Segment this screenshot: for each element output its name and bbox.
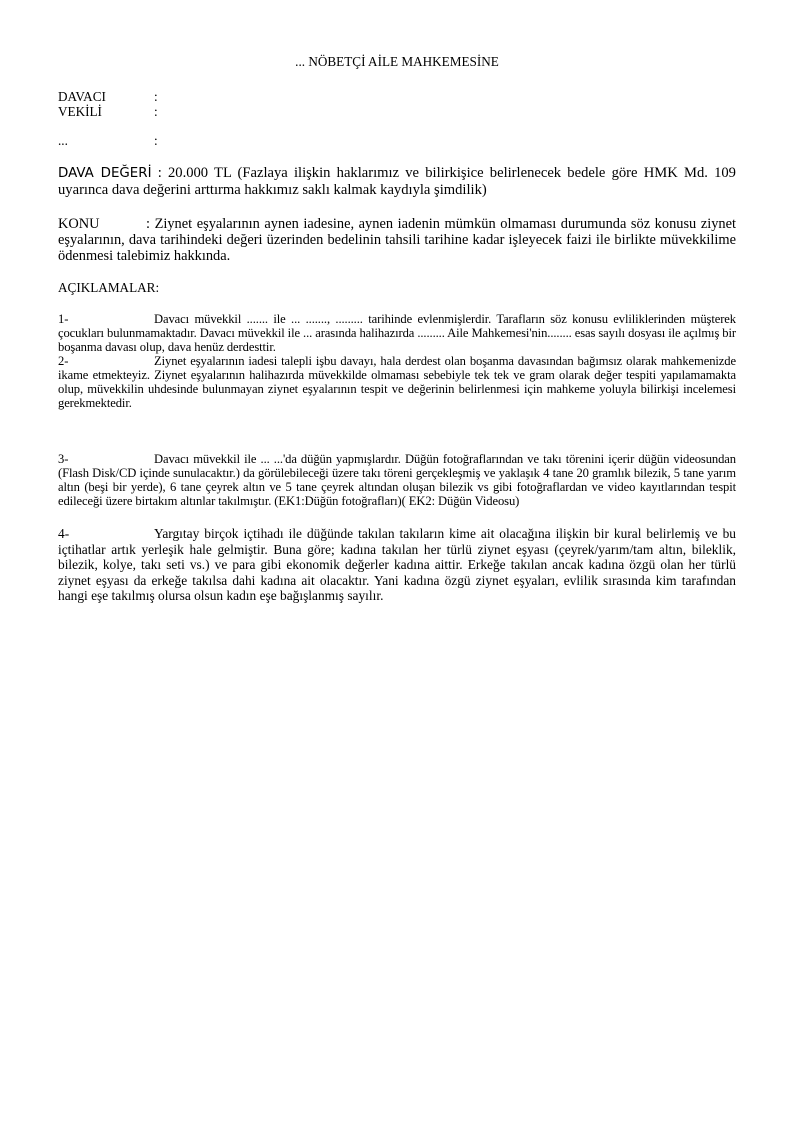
party-row-davaci bbox=[58, 89, 736, 104]
dava-degeri-label: DAVA DEĞERİ bbox=[58, 166, 152, 181]
paragraph-text: Ziynet eşyalarının iadesi talepli işbu davayı, hala derdest olan boşanma davasından bağımsız olarak mahkemenizde ikame etmekteyiz. Ziynet eşyalarının halihazırda müvekkilde olmaması sebebiyle tek tek ve gram olarak değer tespiti yapılamamakta olup, müvekkilin uhdesinde bulunmayan ziynet eşyalarının tespit ve değerinin belirlenmesi için mahkeme yoluyla bilirkişi incelemesi gerekmektedir. bbox=[58, 354, 736, 410]
dava-degeri-text: : 20.000 TL (Fazlaya ilişkin haklarımız ve bilirkişice belirlenecek bedele göre HMK Md. 109 uyarınca dava değerini arttırma hakkımız saklı kalmak kaydıyla şimdilik) bbox=[58, 165, 736, 198]
paragraph-2 bbox=[58, 354, 736, 410]
paragraph-text: Davacı müvekkil ile ... ...'da düğün yapmışlardır. Düğün fotoğraflarından ve takı törenini içerir düğün videosundan (Flash Disk/CD içinde sunulacaktır.) da görülebileceği üzere takı töreni gerçekleşmiş ve yaklaşık 4 tane 20 gramlık bilezik, 5 tane yarım altın (beşi bir yerde), 6 tane çeyrek altın ve 5 tane çeyrek altından oluşan bilezik vs gibi fotoğraflardan ve video kayıtlarından tespit edileceği üzere birtakım altınlar takılmıştır. (EK1:Düğün fotoğrafları)( EK2: Düğün Videosu) bbox=[58, 452, 736, 508]
konu-text: : Ziynet eşyalarının aynen iadesine, aynen iadenin mümkün olmaması durumunda söz konusu ziynet eşyalarının, dava tarihindeki değeri üzerinden bedelinin tahsili tarihine kadar işleyecek faizi ile birlikte müvekkilime ödenmesi talebimiz hakkında. bbox=[58, 216, 736, 264]
party-colon: : bbox=[154, 133, 158, 148]
konu bbox=[58, 216, 736, 264]
konu-label: KONU bbox=[58, 216, 100, 232]
party-colon: : bbox=[154, 104, 158, 119]
party-label: ... bbox=[58, 133, 68, 148]
paragraph-text: Davacı müvekkil ....... ile ... ......., ......... tarihinde evlenmişlerdir. Tarafların söz konusu evliliklerinden müşterek çocukları bulunmamaktadır. Davacı müvekkil ile ... arasında halihazırda ......... Aile Mahkemesi'nin........ esas sayılı dosyası ile açılmış bir boşanma davası olup, dava henüz derdesttir. bbox=[58, 312, 736, 354]
paragraph-number: 2- bbox=[58, 354, 69, 368]
paragraph-text: Yargıtay birçok içtihadı ile düğünde takılan takıların kime ait olacağına ilişkin bir kural belirlemiş ve bu içtihatlar artık yerleşik hale gelmiştir. Buna göre; kadına takılan her türlü ziynet eşyası (çeyrek/yarım/tam altın, bileklik, bilezik, kolye, takı seti vs.) ve para gibi ekonomik değerler kadına aittir. Erkeğe takılan ancak kadına özgü olan her türlü ziynet eşyası da erkeğe takılsa dahi kadına ait olacaktır. Yani kadına özgü ziynet eşyaları, evlilik sırasında kim tarafından hangi eşe takılmış olursa olsun kadın eşe bağışlanmış sayılır. bbox=[58, 526, 736, 603]
paragraph-3 bbox=[58, 452, 736, 508]
party-row-vekili bbox=[58, 104, 736, 119]
court-title: ... NÖBETÇİ AİLE MAHKEMESİNE bbox=[295, 54, 499, 69]
paragraph-4 bbox=[58, 526, 736, 604]
paragraph-1 bbox=[58, 312, 736, 354]
party-row-defendant bbox=[58, 133, 736, 148]
party-label: VEKİLİ bbox=[58, 104, 102, 119]
party-label: DAVACI bbox=[58, 89, 106, 104]
paragraph-number: 4- bbox=[58, 526, 70, 541]
paragraph-number: 1- bbox=[58, 312, 69, 326]
dava-degeri bbox=[58, 165, 736, 198]
party-colon: : bbox=[154, 89, 158, 104]
paragraph-number: 3- bbox=[58, 452, 69, 466]
aciklamalar-heading: AÇIKLAMALAR: bbox=[58, 280, 160, 295]
